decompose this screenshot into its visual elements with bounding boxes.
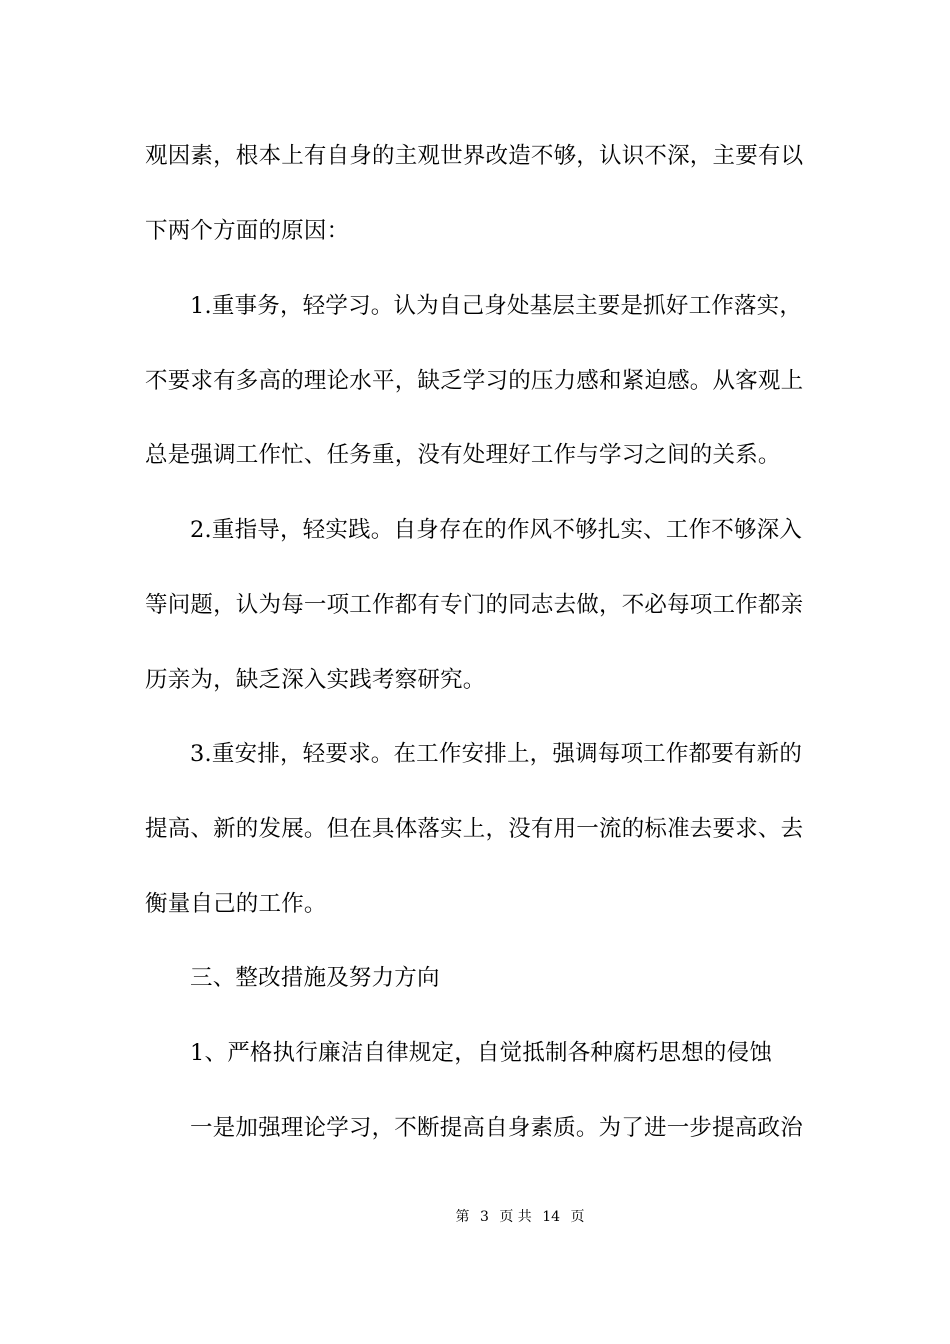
text-line: 衡量自己的工作。 (145, 891, 327, 917)
text-line: 观因素，根本上有自身的主观世界改造不够，认识不深，主要有以 (145, 143, 804, 169)
footer-mid: 页 共 (499, 1209, 532, 1225)
page-footer (0, 1208, 950, 1226)
text-line: 不要求有多高的理论水平，缺乏学习的压力感和紧迫感。从客观上 (145, 368, 804, 394)
section-heading: 三、整改措施及努力方向 (190, 965, 440, 991)
footer-prefix: 第 (455, 1209, 470, 1225)
footer-current-page: 3 (479, 1209, 489, 1225)
paragraph-start: 1.重事务，轻学习。认为自己身处基层主要是抓好工作落实， (190, 293, 803, 319)
text-line: 历亲为，缺乏深入实践考察研究。 (145, 667, 486, 693)
text-line: 等问题，认为每一项工作都有专门的同志去做，不必每项工作都亲 (145, 592, 804, 618)
paragraph-start: 一是加强理论学习，不断提高自身素质。为了进一步提高政治 (190, 1115, 803, 1141)
paragraph-start: 2.重指导，轻实践。自身存在的作风不够扎实、工作不够深入 (190, 517, 803, 543)
footer-total-pages: 14 (542, 1209, 561, 1225)
text-line: 总是强调工作忙、任务重，没有处理好工作与学习之间的关系。 (145, 442, 781, 468)
text-line: 提高、新的发展。但在具体落实上，没有用一流的标准去要求、去 (145, 816, 804, 842)
paragraph-start: 3.重安排，轻要求。在工作安排上，强调每项工作都要有新的 (190, 741, 803, 767)
subsection-heading: 1、严格执行廉洁自律规定，自觉抵制各种腐朽思想的侵蚀 (190, 1040, 773, 1066)
text-line: 下两个方面的原因： (145, 218, 350, 244)
footer-suffix: 页 (570, 1209, 585, 1225)
